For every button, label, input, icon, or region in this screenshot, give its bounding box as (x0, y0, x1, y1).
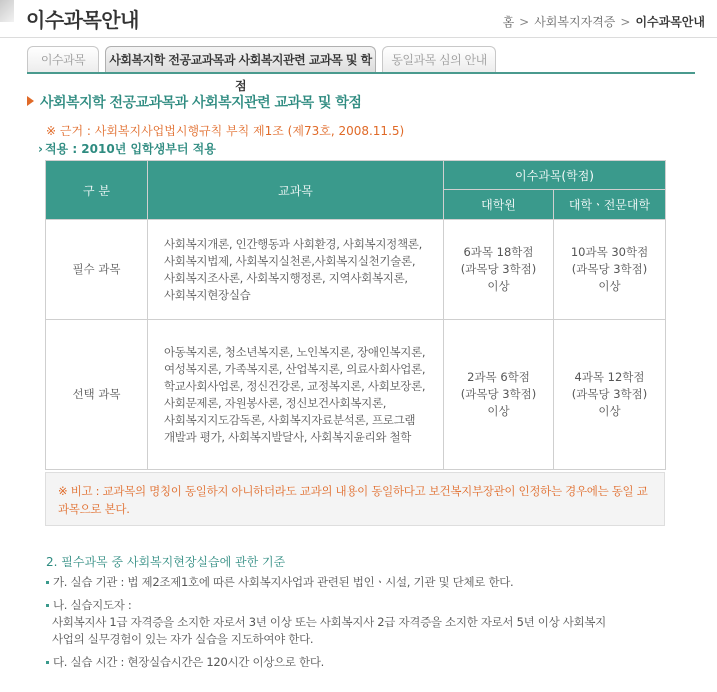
square-bullet-icon (46, 581, 49, 584)
apply-date-text: 적용 : 2010년 입학생부터 적용 (44, 142, 216, 156)
breadcrumb-chevron-icon: > (519, 15, 530, 29)
credit-minimum: 이상 (598, 279, 621, 293)
triangle-bullet-icon (27, 96, 34, 106)
row-subjects: 사회복지개론, 인간행동과 사회환경, 사회복지정책론, 사회복지법제, 사회복지실천론,사회복지실천기술론, 사회복지조사론, 사회복지행정론, 지역사회복지론, 사회복지현장실습 (148, 220, 444, 320)
header-graduate: 대학원 (444, 190, 554, 220)
practicum-section-title: 2. 필수과목 중 사회복지현장실습에 관한 기준 (46, 555, 286, 569)
table-row (46, 320, 666, 470)
tab-equivalent-review[interactable]: 동일과목 심의 안내 (382, 46, 496, 73)
chevron-right-icon: › (38, 142, 43, 156)
practicum-item-hours (46, 654, 324, 670)
row-college-credits (554, 320, 666, 470)
credit-minimum: 이상 (598, 404, 621, 418)
practicum-item-text: 나. 실습지도자 : (53, 598, 132, 612)
course-table (45, 160, 666, 470)
breadcrumb (503, 13, 705, 30)
practicum-item-supervisor (46, 597, 132, 613)
title-bar (0, 0, 717, 38)
practicum-supervisor-line: 사업의 실무경험이 있는 자가 실습을 지도하여야 한다. (52, 632, 314, 646)
header-category: 구 분 (46, 161, 148, 220)
tab-courses[interactable]: 이수과목 (27, 46, 99, 73)
breadcrumb-current: 이수과목안내 (635, 15, 705, 29)
practicum-item-institution (46, 574, 513, 590)
header-subjects: 교과목 (148, 161, 444, 220)
credit-minimum: 이상 (487, 404, 510, 418)
row-graduate-credits (444, 220, 554, 320)
credit-minimum: 이상 (487, 279, 510, 293)
square-bullet-icon (46, 604, 49, 607)
section-title-text: 사회복지학 전공교과목과 사회복지관련 교과목 및 학점 (40, 95, 362, 111)
credit-per-course: (과목당 3학점) (571, 387, 648, 401)
breadcrumb-chevron-icon: > (620, 15, 631, 29)
header-college: 대학ㆍ전문대학 (554, 190, 666, 220)
practicum-item-text: 가. 실습 기관 : 법 제2조제1호에 따른 사회복지사업과 관련된 법인ㆍ시설, 기관 및 단체로 한다. (53, 575, 514, 589)
title-corner-decoration (0, 0, 14, 22)
breadcrumb-home[interactable]: 홈 (502, 15, 515, 29)
page-title: 이수과목안내 (26, 8, 139, 32)
square-bullet-icon (46, 661, 49, 664)
apply-date (38, 140, 216, 157)
header-credits: 이수과목(학점) (444, 161, 666, 190)
practicum-item-text: 다. 실습 시간 : 현장실습시간은 120시간 이상으로 한다. (53, 655, 325, 669)
credit-count: 2과목 6학점 (467, 370, 530, 384)
row-college-credits (554, 220, 666, 320)
note-box: ※ 비고 : 교과목의 명칭이 동일하지 아니하더라도 교과의 내용이 동일하다고 보건복지부장관이 인정하는 경우에는 동일 교과목으로 본다. (45, 472, 665, 526)
credit-count: 6과목 18학점 (463, 245, 534, 259)
tab-major-courses[interactable]: 사회복지학 전공교과목과 사회복지관련 교과목 및 학점 (105, 46, 376, 73)
practicum-supervisor-line: 사회복지사 1급 자격증을 소지한 자로서 3년 이상 또는 사회복지사 2급 자격증을 소지한 자로서 5년 이상 사회복지 (52, 615, 606, 629)
credit-count: 10과목 30학점 (570, 245, 649, 259)
row-subjects: 아동복지론, 청소년복지론, 노인복지론, 장애인복지론, 여성복지론, 가족복지론, 산업복지론, 의료사회사업론, 학교사회사업론, 정신건강론, 교정복지론, 사회보장론, 사회문제론, 자원봉사론, 정신보건사회복지론, 사회복지지도감독론, 사회복지자료분석론, 프로그램 개발과 평가, 사회복지발달사, 사회복지윤리와 철학 (148, 320, 444, 470)
table-row (46, 220, 666, 320)
row-graduate-credits (444, 320, 554, 470)
tab-underline (27, 72, 695, 74)
legal-basis: ※ 근거 : 사회복지사업법시행규칙 부칙 제1조 (제73호, 2008.11.5) (46, 124, 405, 138)
row-category: 필수 과목 (46, 220, 148, 320)
credit-per-course: (과목당 3학점) (460, 262, 537, 276)
breadcrumb-certificate[interactable]: 사회복지자격증 (534, 15, 616, 29)
credit-per-course: (과목당 3학점) (571, 262, 648, 276)
credit-per-course: (과목당 3학점) (460, 387, 537, 401)
section-title (27, 92, 361, 112)
credit-count: 4과목 12학점 (574, 370, 645, 384)
row-category: 선택 과목 (46, 320, 148, 470)
